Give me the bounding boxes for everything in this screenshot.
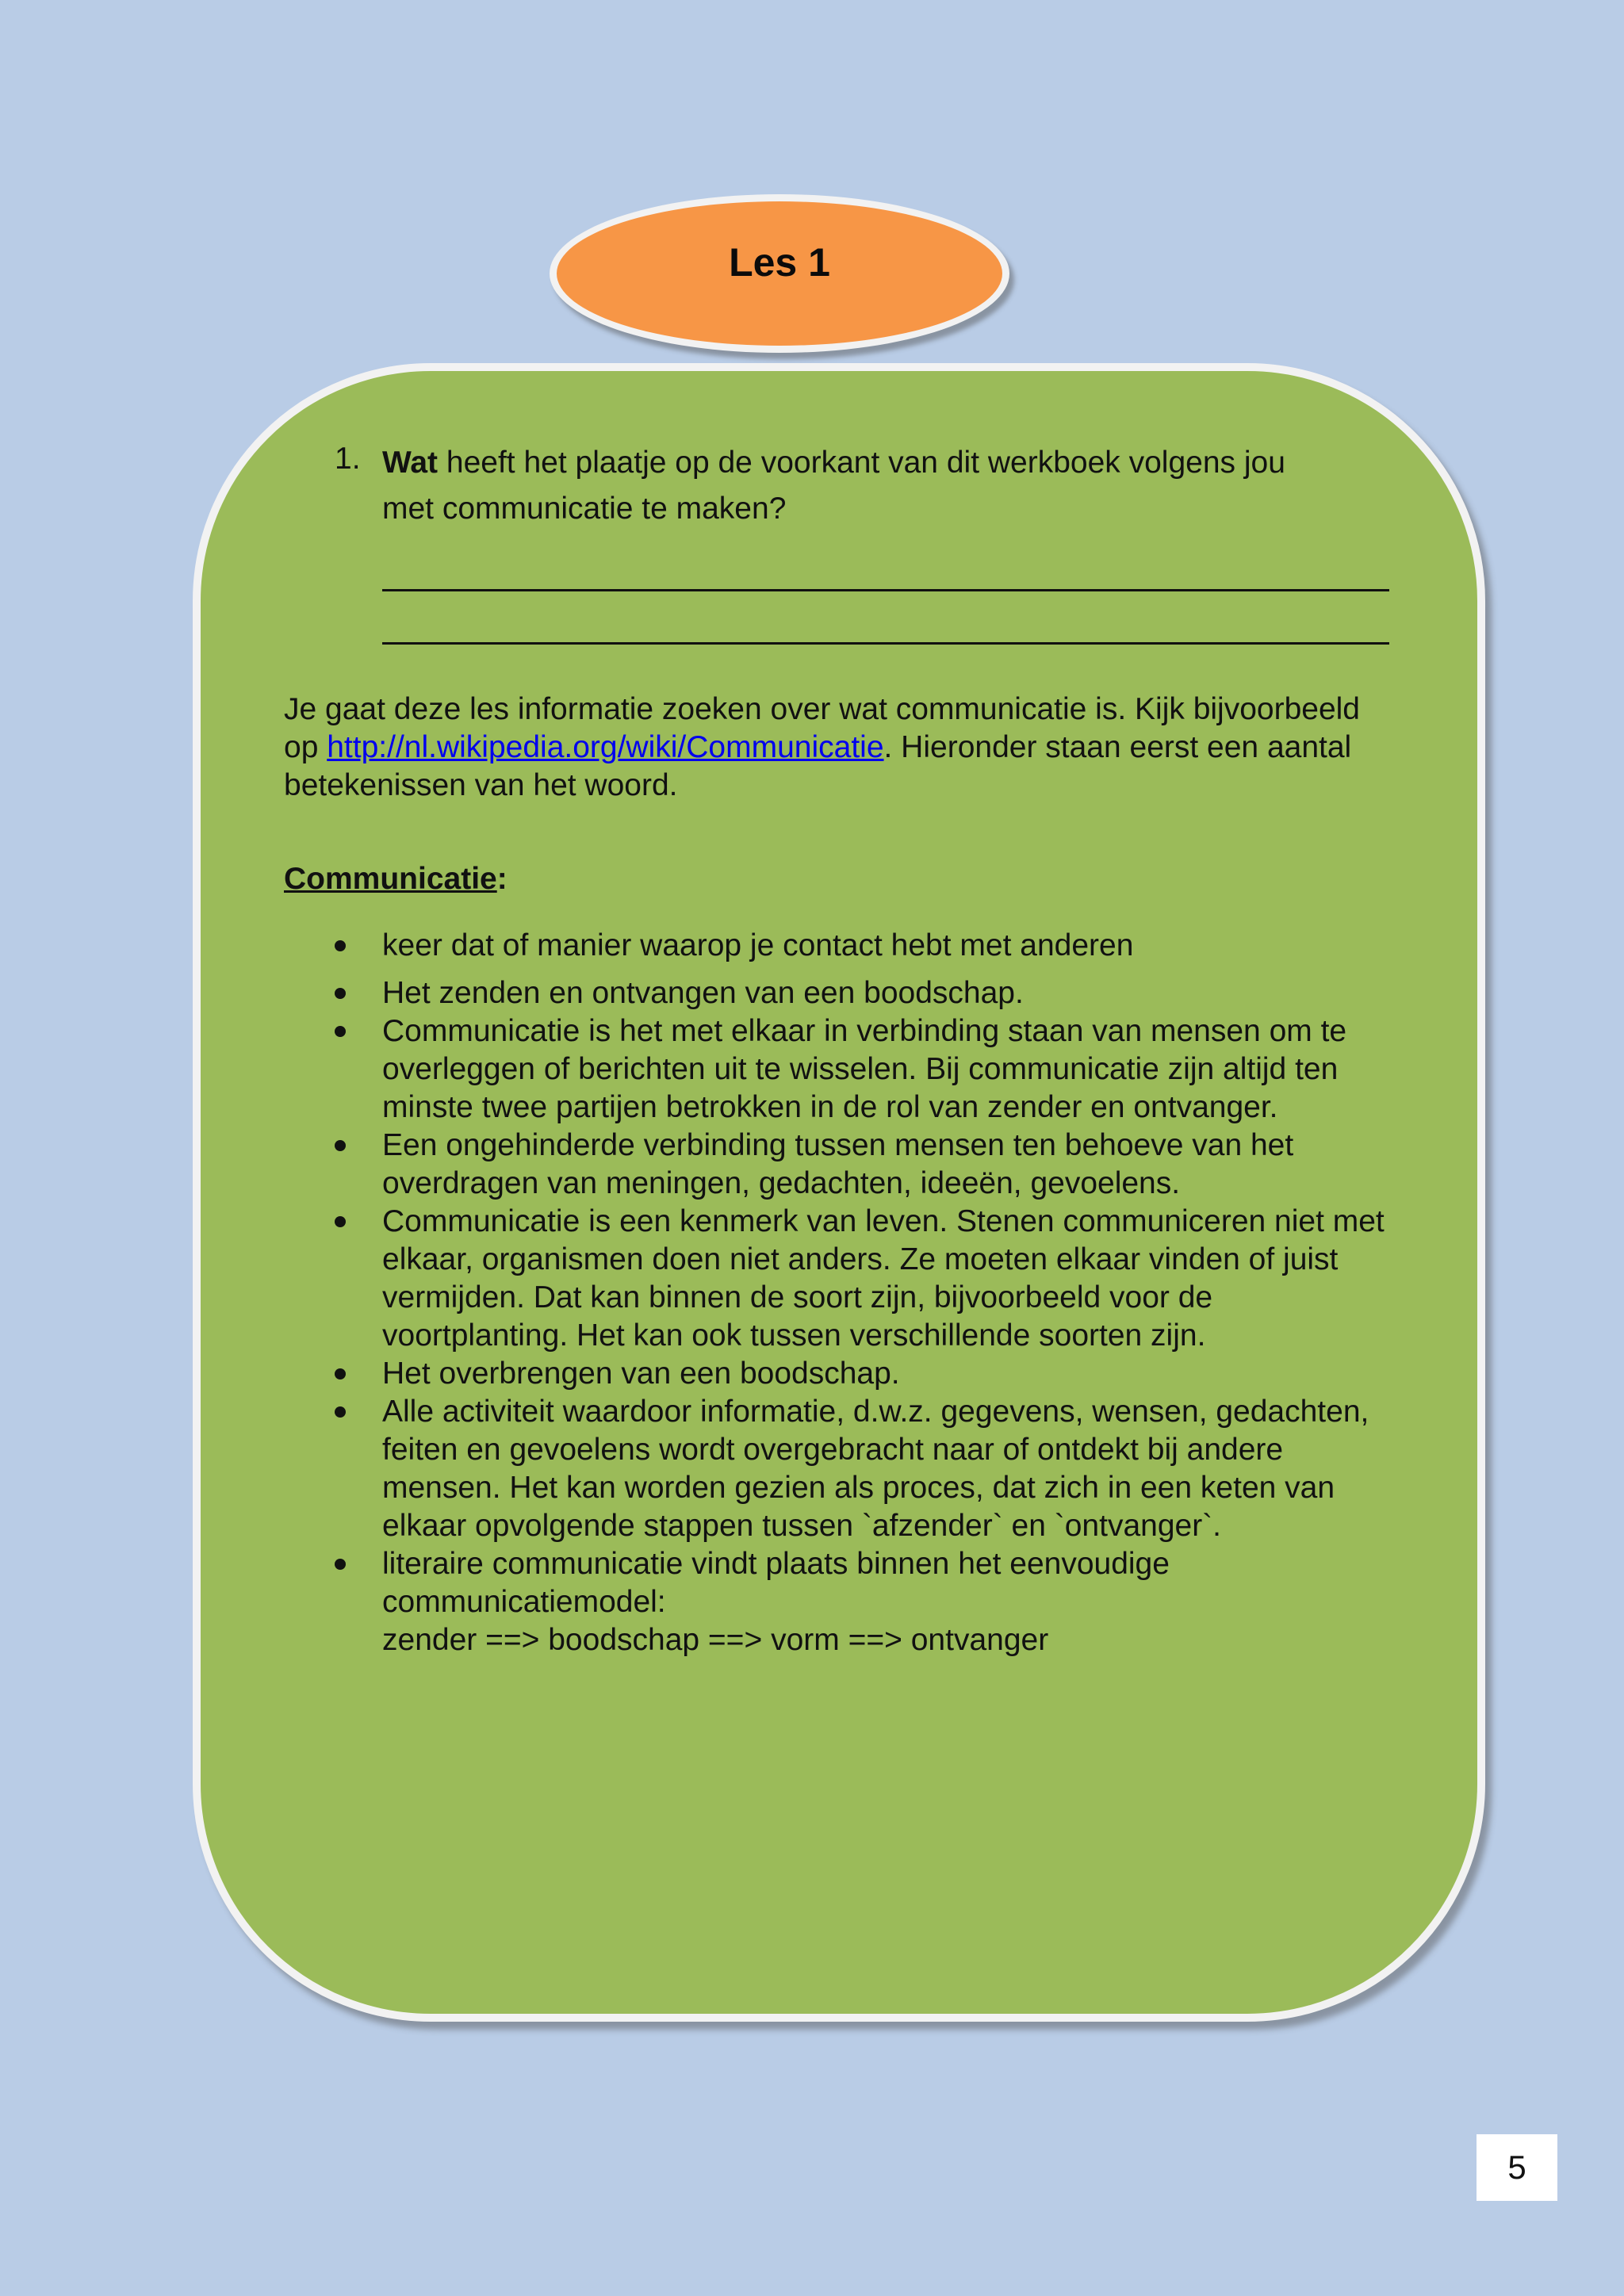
intro-text-end: . Hieronder staan eerst een aantal betekenissen van het woord. <box>284 730 1352 802</box>
list-item: Het zenden en ontvangen van een boodschap. <box>284 974 1394 1012</box>
question-bold-word: Wat <box>382 446 439 480</box>
list-item: Een ongehinderde verbinding tussen mensen ten behoeve van het overdragen van meningen, gedachten, ideeën, gevoelens. <box>284 1127 1394 1203</box>
lesson-title: Les 1 <box>729 240 830 285</box>
question-text: heeft het plaatje op de voorkant van dit werkboek volgens jou <box>438 446 1285 480</box>
bullet-icon <box>335 1406 346 1418</box>
bullet-icon <box>335 940 346 951</box>
list-item: Communicatie is een kenmerk van leven. Stenen communiceren niet met elkaar, organismen doen niet anders. Ze moeten elkaar vinden of juist vermijden. Dat kan binnen de soort zijn, bijvoorbeeld voor de voortplanting. Het kan ook tussen verschillende soorten zijn. <box>284 1203 1394 1355</box>
intro-paragraph <box>284 691 1394 805</box>
bullet-icon <box>335 988 346 999</box>
intro-text: Je gaat deze les informatie zoeken over wat communicatie is. Kijk bijvoorbeeld op <box>284 692 1361 764</box>
worksheet-content <box>284 440 1394 1659</box>
bullet-icon <box>335 1026 346 1037</box>
list-item: Het overbrengen van een boodschap. <box>284 1355 1394 1393</box>
list-item: keer dat of manier waarop je contact hebt met anderen <box>284 927 1394 965</box>
bullet-icon <box>335 1140 346 1151</box>
wikipedia-link[interactable]: http://nl.wikipedia.org/wiki/Communicatie <box>327 730 884 764</box>
section-heading-colon: : <box>496 862 508 896</box>
section-heading-text: Communicatie <box>284 862 497 896</box>
lesson-badge <box>550 194 1009 353</box>
question-text-line2: met communicatie te maken? <box>382 492 787 526</box>
bullet-icon <box>335 1216 346 1227</box>
question-1 <box>284 440 1394 532</box>
list-item: literaire communicatie vindt plaats binnen het eenvoudige communicatiemodel: zender ==> boodschap ==> vorm ==> ontvanger <box>284 1545 1394 1659</box>
page-number: 5 <box>1477 2134 1557 2201</box>
list-item: Alle activiteit waardoor informatie, d.w.z. gegevens, wensen, gedachten, feiten en gevoelens wordt overgebracht naar of ontdekt bij andere mensen. Het kan worden gezien als proces, dat zich in een keten van elkaar opvolgende stappen tussen `afzender` en `ontvanger`. <box>284 1393 1394 1545</box>
bullet-icon <box>335 1368 346 1380</box>
definition-list <box>284 927 1394 1659</box>
answer-line-2[interactable] <box>382 642 1389 645</box>
communication-model: zender ==> boodschap ==> vorm ==> ontvanger <box>382 1623 1049 1657</box>
section-heading <box>284 860 1394 898</box>
bullet-icon <box>335 1559 346 1570</box>
list-item: Communicatie is het met elkaar in verbinding staan van mensen om te overleggen of berichten uit te wisselen. Bij communicatie zijn altijd ten minste twee partijen betrokken in de rol van zender en ontvanger. <box>284 1012 1394 1127</box>
question-number: 1. <box>335 442 361 476</box>
answer-line-1[interactable] <box>382 589 1389 591</box>
